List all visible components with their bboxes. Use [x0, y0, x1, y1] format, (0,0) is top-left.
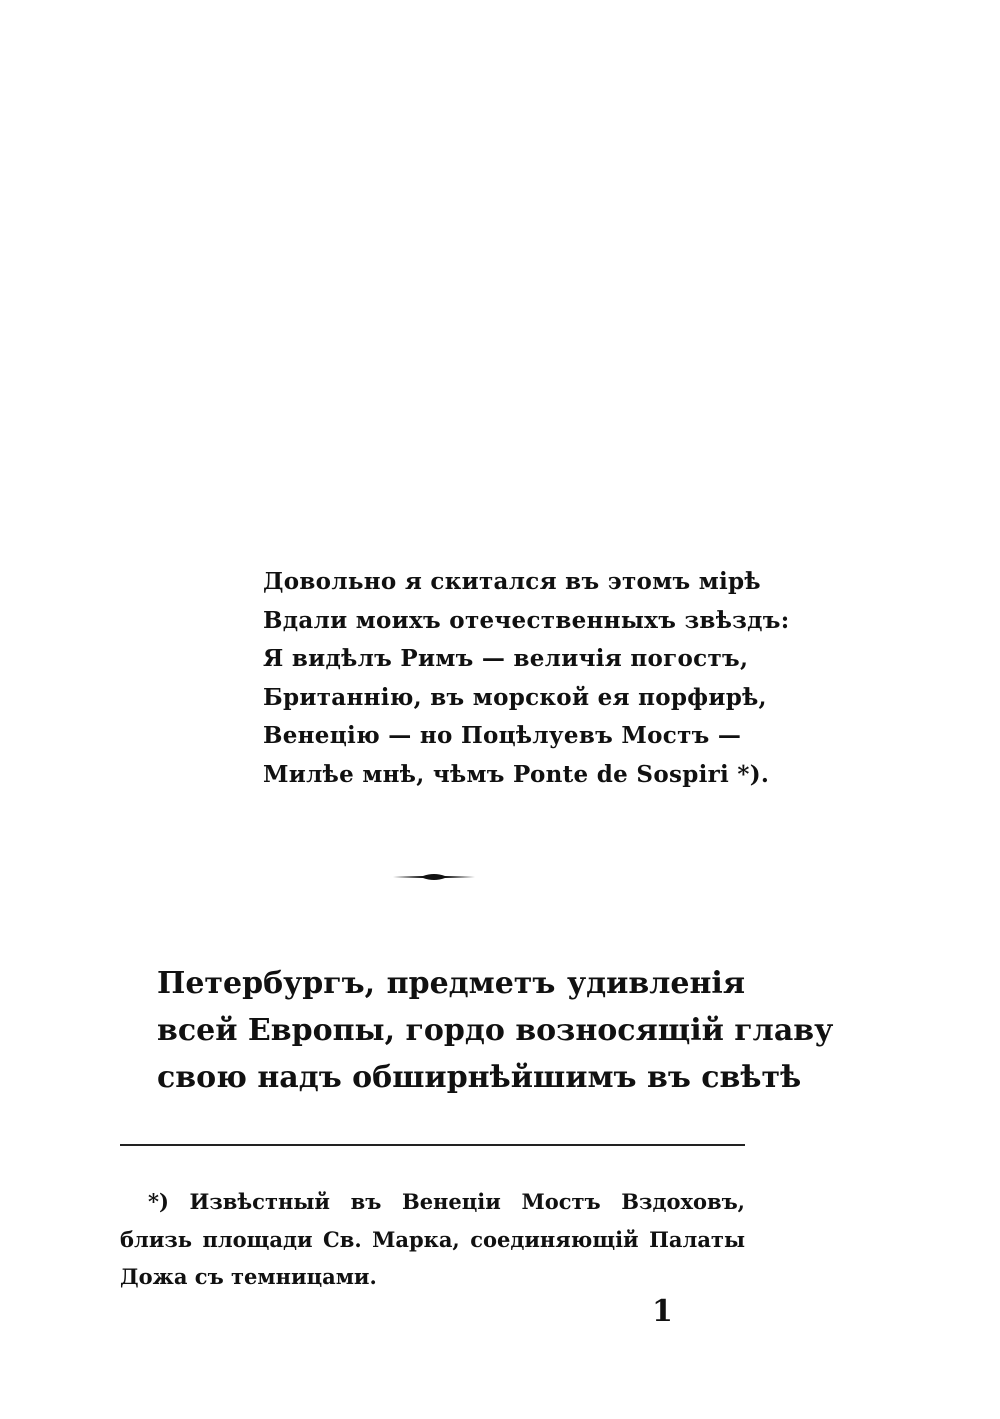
poem-stanza	[263, 563, 790, 795]
ornament-divider-icon	[393, 872, 475, 882]
body-line: Петербургъ, предметъ удивленiя	[157, 966, 745, 1001]
footnote	[120, 1183, 745, 1296]
page-number: 1	[652, 1294, 673, 1329]
footnote-line: близь площади Св. Марка, соединяющiй Палаты	[120, 1226, 745, 1252]
poem-line: Вдали моихъ отечественныхъ звѣздъ:	[263, 606, 790, 634]
body-line: всей Европы, гордо возносящiй главу	[157, 1013, 834, 1048]
poem-line: Британнiю, въ морской ея порфирѣ,	[263, 683, 767, 711]
body-line: свою надъ обширнѣйшимъ въ свѣтѣ	[157, 1060, 802, 1095]
poem-line: Венецiю — но Поцѣлуевъ Мостъ —	[263, 722, 742, 750]
footnote-line: Дожа съ темницами.	[120, 1264, 377, 1289]
poem-line: Я видѣлъ Римъ — величiя погостъ,	[263, 645, 749, 673]
poem-line: Довольно я скитался въ этомъ мiрѣ	[263, 568, 761, 595]
footnote-line: *) Извѣстный въ Венецiи Мостъ Вздоховъ,	[148, 1189, 745, 1214]
footnote-divider	[120, 1144, 745, 1146]
body-text	[157, 960, 834, 1101]
poem-line: Милѣе мнѣ, чѣмъ Ponte de Sospiri *).	[263, 760, 770, 788]
